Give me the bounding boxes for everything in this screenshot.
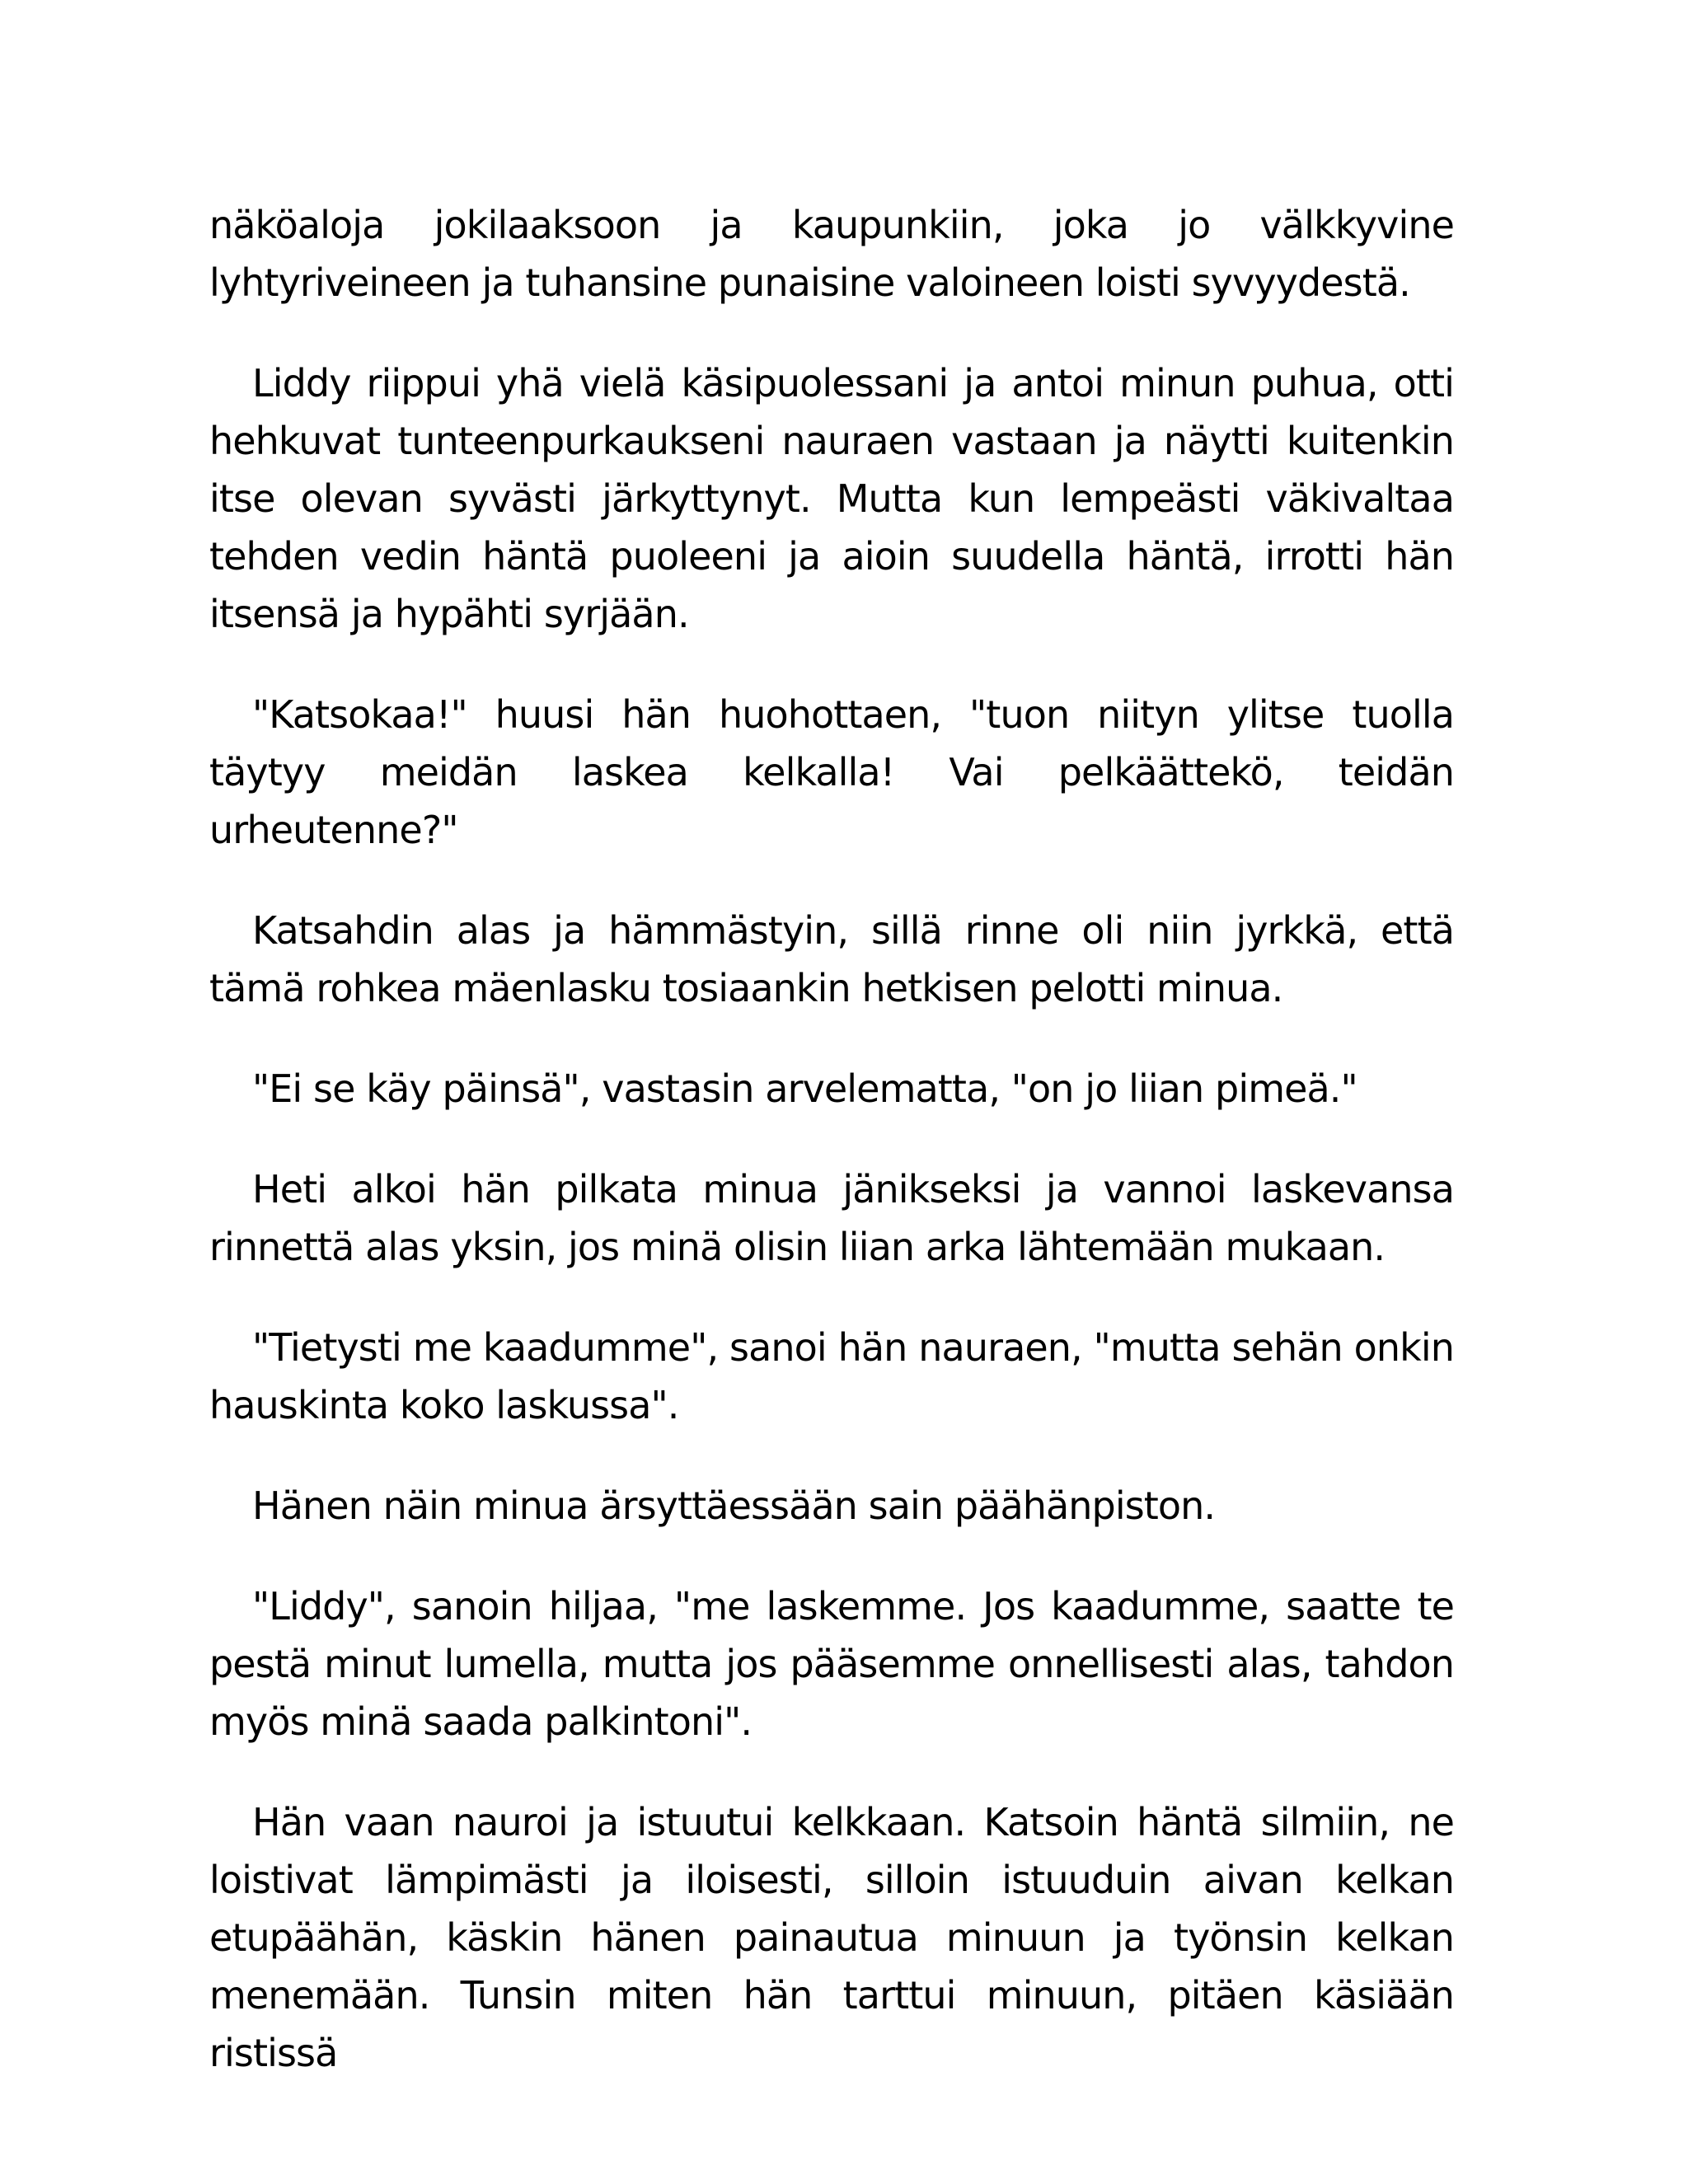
paragraph-2: Liddy riippui yhä vielä käsipuolessani ja antoi minun puhua, otti hehkuvat tunteenpurkaukseni nauraen vastaan ja näytti kuitenkin itse olevan syvästi järkyttynyt. Mutta kun lempeästi väkivaltaa tehden vedin häntä puoleeni ja aioin suudella häntä, irrotti hän itsensä ja hypähti syrjään. [209, 361, 1454, 636]
paragraph-7: "Tietysti me kaadumme", sanoi hän nauraen, "mutta sehän onkin hauskinta koko laskussa". [209, 1325, 1454, 1427]
paragraph-3: "Katsokaa!" huusi hän huohottaen, "tuon niityn ylitse tuolla täytyy meidän laskea kelkalla! Vai pelkäättekö, teidän urheutenne?" [209, 692, 1454, 852]
paragraph-10: Hän vaan nauroi ja istuutui kelkkaan. Katsoin häntä silmiin, ne loistivat lämpimästi ja iloisesti, silloin istuuduin aivan kelkan etupäähän, käskin hänen painautua minuun ja työnsin kelkan menemään. Tunsin miten hän tarttui minuun, pitäen käsiään ristissä [209, 1800, 1454, 2075]
paragraph-8: Hänen näin minua ärsyttäessään sain päähänpiston. [252, 1483, 1216, 1528]
paragraph-4: Katsahdin alas ja hämmästyin, sillä rinne oli niin jyrkkä, että tämä rohkea mäenlasku tosiaankin hetkisen pelotti minua. [209, 908, 1454, 1010]
paragraph-6: Heti alkoi hän pilkata minua jänikseksi ja vannoi laskevansa rinnettä alas yksin, jos minä olisin liian arka lähtemään mukaan. [209, 1167, 1454, 1269]
paragraph-1: näköaloja jokilaaksoon ja kaupunkiin, joka jo välkkyvine lyhtyriveineen ja tuhansine punaisine valoineen loisti syvyydestä. [209, 203, 1454, 305]
body-text [209, 196, 1454, 2082]
paragraph-9: "Liddy", sanoin hiljaa, "me laskemme. Jos kaadumme, saatte te pestä minut lumella, mutta jos pääsemme onnellisesti alas, tahdon myös minä saada palkintoni". [209, 1584, 1454, 1744]
paragraph-5: "Ei se käy päinsä", vastasin arvelematta, "on jo liian pimeä." [252, 1066, 1357, 1111]
